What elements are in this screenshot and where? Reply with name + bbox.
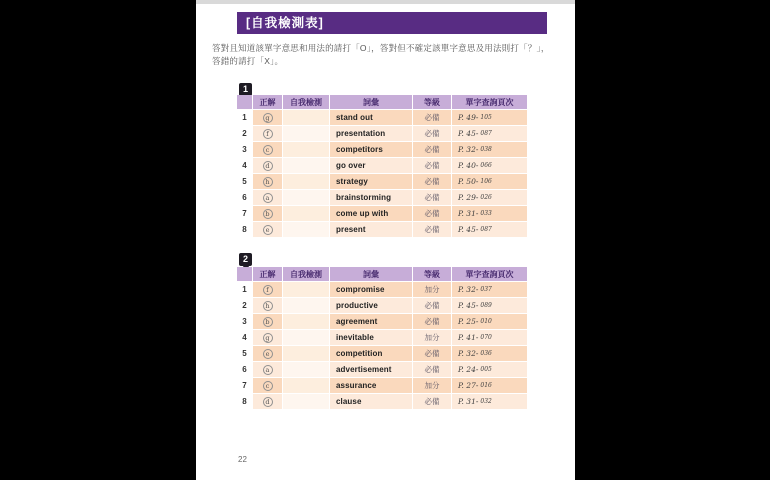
self-check-cell — [283, 346, 330, 361]
vocab-word: assurance — [330, 378, 413, 393]
row-number: 5 — [237, 174, 253, 189]
circled-answer-letter: d — [263, 161, 273, 171]
page-ref-number: 066 — [480, 162, 492, 169]
table-row — [237, 222, 528, 237]
self-check-cell — [283, 222, 330, 237]
page-ref-number: 105 — [480, 114, 492, 121]
page-ref-main: P. 24- — [458, 365, 479, 374]
vocab-word: stand out — [330, 110, 413, 125]
self-check-cell — [283, 206, 330, 221]
table-row — [237, 206, 528, 221]
answer-cell — [253, 158, 283, 173]
table-row — [237, 142, 528, 157]
page-reference — [452, 174, 528, 189]
page-ref-main: P. 27- — [458, 381, 479, 390]
self-check-cell — [283, 158, 330, 173]
page-ref-main: P. 31- — [458, 397, 479, 406]
table-row — [237, 158, 528, 173]
level-tag: 必備 — [413, 394, 452, 409]
vocab-word: advertisement — [330, 362, 413, 377]
row-number: 7 — [237, 206, 253, 221]
page-top-edge — [196, 0, 575, 4]
page-ref-number: 038 — [480, 146, 492, 153]
level-tag: 加分 — [413, 378, 452, 393]
page-reference — [452, 314, 528, 329]
answer-cell — [253, 222, 283, 237]
row-number: 6 — [237, 190, 253, 205]
vocab-word: strategy — [330, 174, 413, 189]
vocab-word: come up with — [330, 206, 413, 221]
self-check-cell — [283, 174, 330, 189]
answer-cell — [253, 314, 283, 329]
answer-cell — [253, 298, 283, 313]
page-number: 22 — [238, 455, 247, 464]
table-header-row — [237, 267, 528, 281]
self-check-cell — [283, 298, 330, 313]
header-self-check: 自我檢測 — [283, 95, 330, 109]
page-reference — [452, 330, 528, 345]
circled-answer-letter: c — [263, 381, 273, 391]
answer-cell — [253, 174, 283, 189]
page-ref-main: P. 25- — [458, 317, 479, 326]
page-ref-number: 106 — [480, 178, 492, 185]
page-ref-number: 033 — [480, 210, 492, 217]
vocab-word: inevitable — [330, 330, 413, 345]
answer-cell — [253, 362, 283, 377]
answer-cell — [253, 378, 283, 393]
vocab-table-2 — [237, 267, 528, 410]
level-tag: 必備 — [413, 190, 452, 205]
page-reference — [452, 222, 528, 237]
answer-cell — [253, 126, 283, 141]
row-number: 5 — [237, 346, 253, 361]
page-reference — [452, 282, 528, 297]
circled-answer-letter: e — [263, 225, 273, 235]
page-ref-main: P. 32- — [458, 145, 479, 154]
header-blank — [237, 95, 253, 109]
circled-answer-letter: f — [263, 285, 273, 295]
vocab-word: productive — [330, 298, 413, 313]
page-reference — [452, 142, 528, 157]
answer-cell — [253, 394, 283, 409]
row-number: 8 — [237, 394, 253, 409]
header-page-lookup: 單字查詢頁次 — [452, 267, 528, 281]
circled-answer-letter: d — [263, 397, 273, 407]
page-ref-main: P. 32- — [458, 285, 479, 294]
page-ref-main: P. 40- — [458, 161, 479, 170]
page-reference — [452, 298, 528, 313]
row-number: 7 — [237, 378, 253, 393]
book-page — [196, 0, 575, 480]
page-ref-number: 037 — [480, 286, 492, 293]
page-ref-main: P. 45- — [458, 301, 479, 310]
self-check-cell — [283, 142, 330, 157]
self-check-cell — [283, 378, 330, 393]
circled-answer-letter: f — [263, 129, 273, 139]
page-ref-number: 036 — [480, 350, 492, 357]
page-ref-number: 010 — [480, 318, 492, 325]
table-row — [237, 314, 528, 329]
self-check-cell — [283, 282, 330, 297]
page-ref-number: 032 — [480, 398, 492, 405]
level-tag: 必備 — [413, 110, 452, 125]
page-reference — [452, 190, 528, 205]
table-2-number-badge: 2 — [239, 253, 252, 266]
table-row — [237, 362, 528, 377]
row-number: 6 — [237, 362, 253, 377]
level-tag: 必備 — [413, 206, 452, 221]
row-number: 2 — [237, 298, 253, 313]
page-reference — [452, 158, 528, 173]
table-header-row — [237, 95, 528, 109]
answer-cell — [253, 346, 283, 361]
header-blank — [237, 267, 253, 281]
page-ref-main: P. 49- — [458, 113, 479, 122]
instructions-text — [212, 42, 564, 68]
table-1-body — [237, 110, 528, 237]
self-check-cell — [283, 330, 330, 345]
row-number: 4 — [237, 158, 253, 173]
self-check-cell — [283, 394, 330, 409]
page-ref-number: 070 — [480, 334, 492, 341]
row-number: 3 — [237, 314, 253, 329]
page-ref-number: 089 — [480, 302, 492, 309]
page-reference — [452, 110, 528, 125]
circled-answer-letter: a — [263, 365, 273, 375]
page-reference — [452, 206, 528, 221]
answer-cell — [253, 206, 283, 221]
circled-answer-letter: a — [263, 193, 273, 203]
circled-answer-letter: e — [263, 349, 273, 359]
circled-answer-letter: c — [263, 145, 273, 155]
page-ref-main: P. 29- — [458, 193, 479, 202]
row-number: 1 — [237, 282, 253, 297]
vocab-word: present — [330, 222, 413, 237]
header-level: 等級 — [413, 95, 452, 109]
table-row — [237, 126, 528, 141]
instructions-line-1: 答對且知道該單字意思和用法的請打「O」，答對但不確定該單字意思及用法則打「？」， — [212, 43, 550, 53]
header-answer: 正解 — [253, 267, 283, 281]
table-row — [237, 298, 528, 313]
answer-cell — [253, 282, 283, 297]
level-tag: 加分 — [413, 330, 452, 345]
table-row — [237, 110, 528, 125]
header-answer: 正解 — [253, 95, 283, 109]
level-tag: 必備 — [413, 142, 452, 157]
self-check-cell — [283, 190, 330, 205]
section-title-banner: [自我檢測表] — [237, 12, 547, 34]
page-ref-number: 005 — [480, 366, 492, 373]
page-ref-main: P. 45- — [458, 129, 479, 138]
circled-answer-letter: b — [263, 317, 273, 327]
circled-answer-letter: g — [263, 333, 273, 343]
page-ref-main: P. 32- — [458, 349, 479, 358]
page-ref-main: P. 45- — [458, 225, 479, 234]
vocab-word: brainstorming — [330, 190, 413, 205]
row-number: 1 — [237, 110, 253, 125]
page-reference — [452, 378, 528, 393]
level-tag: 必備 — [413, 362, 452, 377]
page-reference — [452, 394, 528, 409]
table-row — [237, 346, 528, 361]
level-tag: 必備 — [413, 158, 452, 173]
circled-answer-letter: g — [263, 113, 273, 123]
page-reference — [452, 362, 528, 377]
self-check-cell — [283, 314, 330, 329]
answer-cell — [253, 142, 283, 157]
instructions-line-2: 答錯的請打「X」。 — [212, 56, 284, 66]
vocab-table-1 — [237, 95, 528, 238]
level-tag: 必備 — [413, 126, 452, 141]
vocab-word: go over — [330, 158, 413, 173]
page-ref-main: P. 31- — [458, 209, 479, 218]
vocab-word: competitors — [330, 142, 413, 157]
level-tag: 加分 — [413, 282, 452, 297]
page-ref-number: 016 — [480, 382, 492, 389]
level-tag: 必備 — [413, 346, 452, 361]
header-self-check: 自我檢測 — [283, 267, 330, 281]
circled-answer-letter: b — [263, 209, 273, 219]
header-vocab: 詞彙 — [330, 95, 413, 109]
header-level: 等級 — [413, 267, 452, 281]
page-ref-number: 087 — [480, 130, 492, 137]
table-row — [237, 394, 528, 409]
table-row — [237, 174, 528, 189]
level-tag: 必備 — [413, 298, 452, 313]
vocab-word: competition — [330, 346, 413, 361]
table-row — [237, 330, 528, 345]
vocab-word: clause — [330, 394, 413, 409]
self-check-cell — [283, 110, 330, 125]
page-ref-main: P. 41- — [458, 333, 479, 342]
page-ref-number: 087 — [480, 226, 492, 233]
level-tag: 必備 — [413, 222, 452, 237]
page-reference — [452, 346, 528, 361]
level-tag: 必備 — [413, 314, 452, 329]
page-ref-main: P. 50- — [458, 177, 479, 186]
level-tag: 必備 — [413, 174, 452, 189]
vocab-word: agreement — [330, 314, 413, 329]
table-1-number-badge: 1 — [239, 83, 252, 96]
page-reference — [452, 126, 528, 141]
row-number: 8 — [237, 222, 253, 237]
header-vocab: 詞彙 — [330, 267, 413, 281]
table-row — [237, 378, 528, 393]
vocab-word: presentation — [330, 126, 413, 141]
header-page-lookup: 單字查詢頁次 — [452, 95, 528, 109]
circled-answer-letter: h — [263, 301, 273, 311]
table-row — [237, 190, 528, 205]
page-ref-number: 026 — [480, 194, 492, 201]
circled-answer-letter: h — [263, 177, 273, 187]
row-number: 2 — [237, 126, 253, 141]
table-2-body — [237, 282, 528, 409]
row-number: 3 — [237, 142, 253, 157]
table-row — [237, 282, 528, 297]
answer-cell — [253, 190, 283, 205]
answer-cell — [253, 110, 283, 125]
self-check-cell — [283, 362, 330, 377]
self-check-cell — [283, 126, 330, 141]
vocab-word: compromise — [330, 282, 413, 297]
answer-cell — [253, 330, 283, 345]
row-number: 4 — [237, 330, 253, 345]
